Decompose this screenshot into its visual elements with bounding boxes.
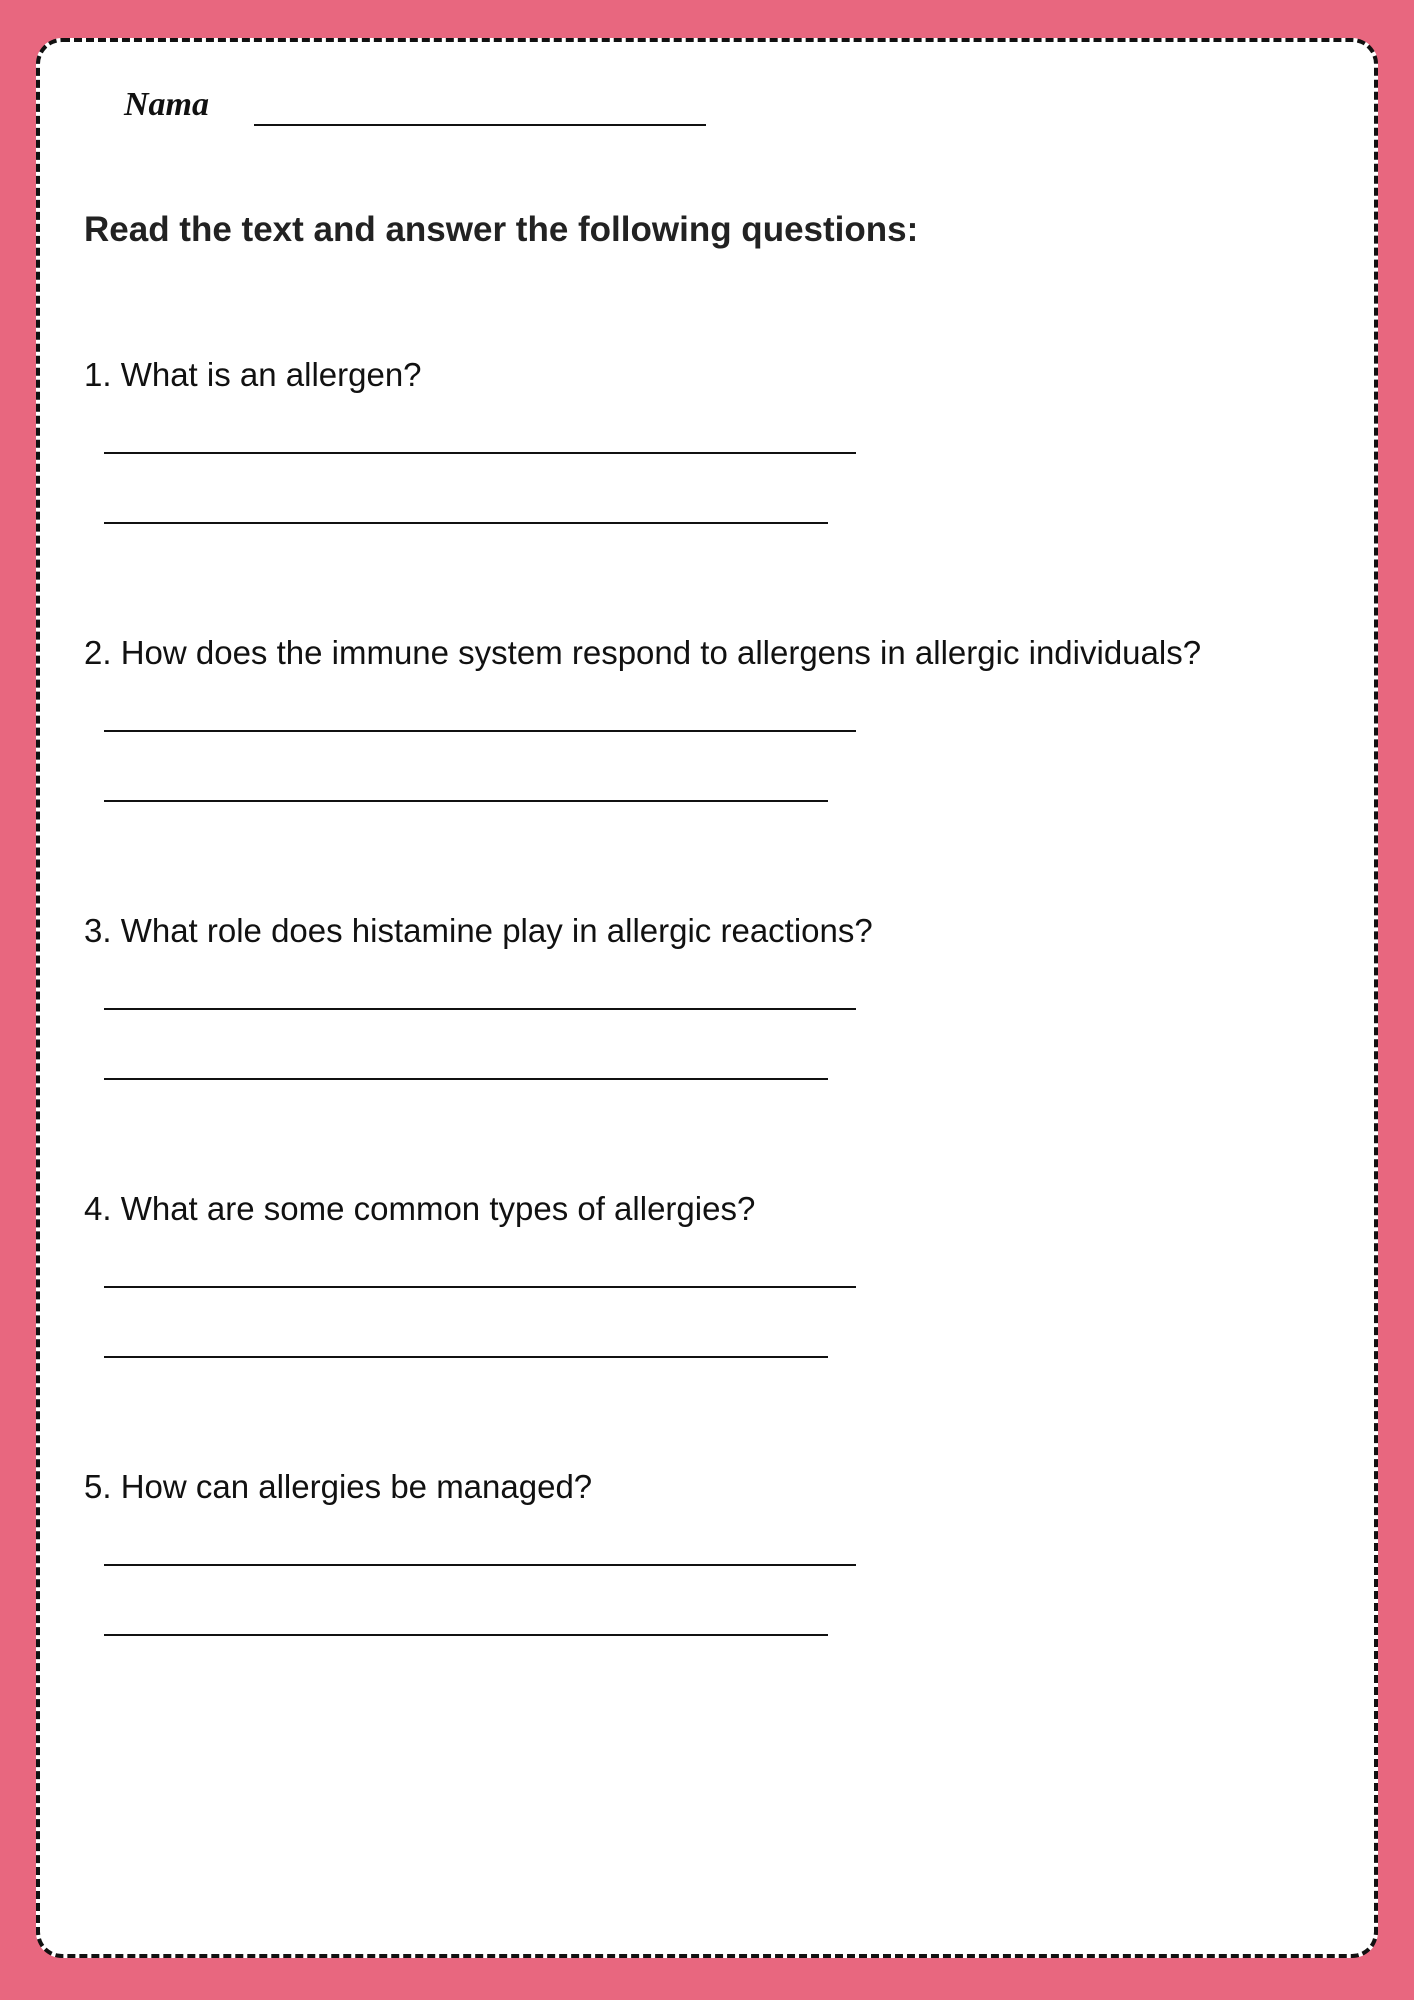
- answer-line[interactable]: [104, 730, 856, 732]
- answer-line[interactable]: [104, 1356, 828, 1358]
- answer-line[interactable]: [104, 452, 856, 454]
- question-text: 4. What are some common types of allergies?: [84, 1190, 756, 1227]
- answer-line[interactable]: [104, 1008, 856, 1010]
- name-answer-line[interactable]: [254, 124, 706, 126]
- answer-line[interactable]: [104, 1286, 856, 1288]
- name-label: Nama: [124, 86, 209, 123]
- worksheet-sheet: [36, 38, 1378, 1958]
- question-text: 5. How can allergies be managed?: [84, 1468, 593, 1505]
- question-text: 1. What is an allergen?: [84, 356, 422, 393]
- answer-line[interactable]: [104, 522, 828, 524]
- question-text: 3. What role does histamine play in allergic reactions?: [84, 912, 873, 949]
- answer-line[interactable]: [104, 1634, 828, 1636]
- answer-line[interactable]: [104, 800, 828, 802]
- question-text: 2. How does the immune system respond to allergens in allergic individuals?: [84, 634, 1202, 671]
- instruction-heading: Read the text and answer the following questions:: [84, 210, 919, 249]
- answer-line[interactable]: [104, 1078, 828, 1080]
- answer-line[interactable]: [104, 1564, 856, 1566]
